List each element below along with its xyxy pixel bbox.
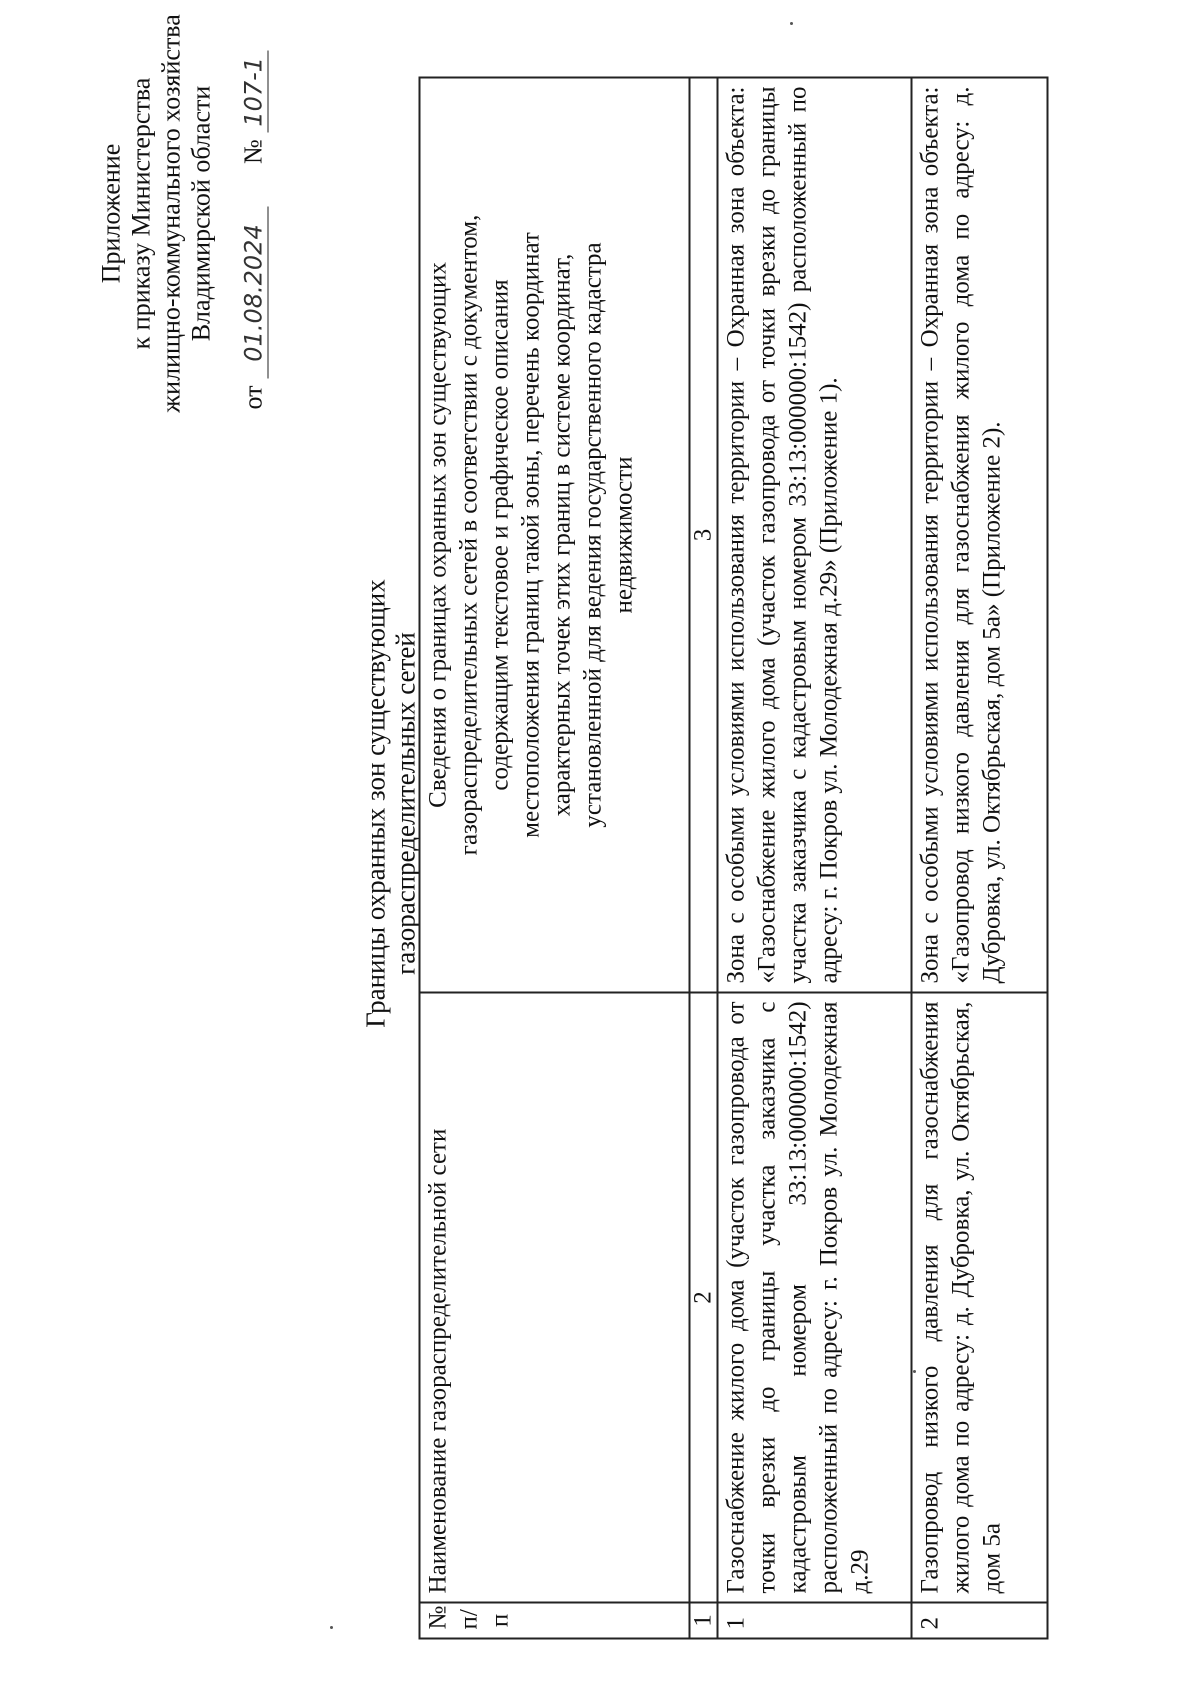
header-info-line: Сведения о границах охранных зон существующих	[424, 261, 451, 808]
header-info-line: установленной для ведения государственного кадастра	[579, 241, 606, 828]
scan-speck	[330, 1626, 333, 1629]
scan-speck	[790, 22, 793, 25]
header-info-line: характерных точек этих границ в системе координат,	[548, 253, 575, 816]
appendix-line: Владимирской области	[186, 85, 215, 341]
order-date-number-line	[238, 3, 268, 423]
row-num-cell: 1	[717, 1602, 911, 1638]
title-line-2: газораспределительных сетей	[390, 631, 420, 975]
row-info-cell: Зона с особыми условиями использования территории – Охранная зона объекта: «Газоснабжение жилого дома (участок газопровода от точки врезки до границы участка заказчика с кадастровым номером 33:13:000000:1542) расположенный по адресу: г. Покров ул. Молодежная д.29» (Приложение 1).	[717, 77, 911, 992]
column-index-row	[689, 77, 717, 1638]
column-index-cell: 1	[689, 1602, 717, 1638]
table-row	[911, 77, 1047, 1638]
row-info-cell: Зона с особыми условиями использования территории – Охранная зона объекта: «Газопровод низкого давления для газоснабжения жилого дома по адресу: д. Дубровка, ул. Октябрьская, дом 5а» (Приложение 2).	[911, 77, 1047, 992]
protection-zones-table	[418, 76, 1048, 1639]
header-info-line: содержащим текстовое и графическое описания	[486, 278, 513, 791]
header-num: № п/п	[419, 1602, 689, 1638]
order-date: 01.08.2024	[240, 206, 268, 378]
row-name-cell: Газопровод низкого давления для газоснабжения жилого дома по адресу: д. Дубровка, ул. Октябрьская, дом 5а	[911, 992, 1047, 1602]
column-index-cell: 2	[689, 992, 717, 1602]
row-name-cell: Газоснабжение жилого дома (участок газопровода от точки врезки до границы участка заказчика с кадастровым номером 33:13:000000:1542) расположенный по адресу: г. Покров ул. Молодежная д.29	[717, 992, 911, 1602]
date-prefix: от	[238, 384, 267, 409]
header-info-line: газораспределительных сетей в соответствии с документом,	[455, 214, 482, 855]
scan-speck	[913, 1370, 916, 1373]
order-number: 107-1	[240, 50, 268, 132]
appendix-line: к приказу Министерства	[126, 77, 155, 349]
row-num-cell: 2	[911, 1602, 1047, 1638]
header-info-line: местоположения границ такой зоны, перечень координат	[517, 231, 544, 838]
document-title	[360, 203, 420, 1403]
table-header-row	[419, 77, 689, 1638]
header-info	[419, 77, 689, 992]
header-name: Наименование газораспределительной сети	[419, 992, 689, 1602]
number-prefix: №	[238, 138, 267, 164]
appendix-line: жилищно-коммунального хозяйства	[156, 13, 185, 413]
table-row	[717, 77, 911, 1638]
header-info-line: недвижимости	[610, 455, 637, 614]
title-line-1: Границы охранных зон существующих	[360, 578, 390, 1028]
column-index-cell: 3	[689, 77, 717, 992]
appendix-line: Приложение	[96, 143, 125, 283]
appendix-header	[96, 3, 268, 423]
